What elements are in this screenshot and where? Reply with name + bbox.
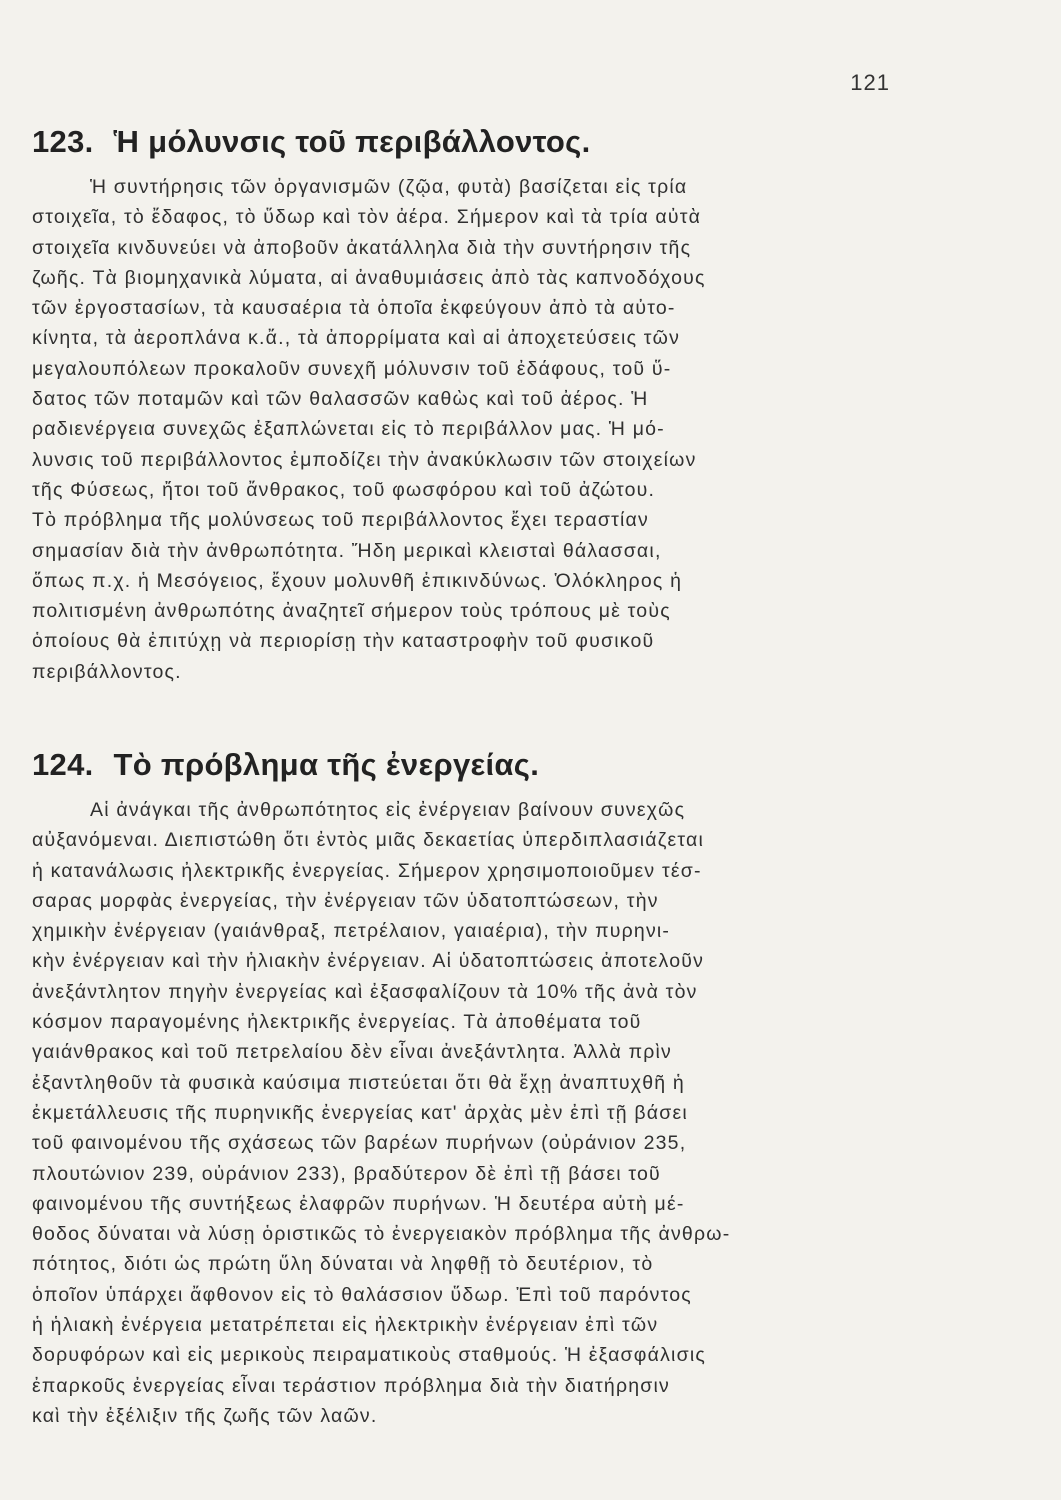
text-line: γαιάνθρακος καὶ τοῦ πετρελαίου δὲν εἶναι ἀνεξάντλητα. Ἀλλὰ πρὶν: [32, 1041, 672, 1064]
text-line: ἐξαντληθοῦν τὰ φυσικὰ καύσιμα πιστεύεται ὅτι θὰ ἔχῃ ἀναπτυχθῆ ἡ: [32, 1071, 685, 1094]
text-line: λυνσις τοῦ περιβάλλοντος ἐμποδίζει τὴν ἀνακύκλωσιν τῶν στοιχείων: [32, 448, 697, 471]
text-line: κόσμον παραγομένης ἠλεκτρικῆς ἐνεργείας. Τὰ ἀποθέματα τοῦ: [32, 1011, 642, 1034]
text-line: χημικὴν ἐνέργειαν (γαιάνθραξ, πετρέλαιον, γαιαέρια), τὴν πυρηνι-: [32, 920, 671, 943]
text-line: Τὸ πρόβλημα τῆς μολύνσεως τοῦ περιβάλλοντος ἔχει τεραστίαν: [32, 509, 649, 532]
text-line: σημασίαν διὰ τὴν ἀνθρωπότητα. Ἤδη μερικαὶ κλεισταὶ θάλασσαι,: [32, 539, 662, 562]
section-number: 123.: [32, 124, 94, 159]
text-line: ραδιενέργεια συνεχῶς ἐξαπλώνεται εἰς τὸ περιβάλλον μας. Ἡ μό-: [32, 418, 665, 441]
text-line: κὴν ἐνέργειαν καὶ τὴν ἡλιακὴν ἐνέργειαν. Αἱ ὑδατοπτώσεις ἀποτελοῦν: [32, 950, 705, 973]
text-line: φαινομένου τῆς συντήξεως ἐλαφρῶν πυρήνων. Ἡ δευτέρα αὐτὴ μέ-: [32, 1192, 685, 1215]
text-line: ἡ κατανάλωσις ἠλεκτρικῆς ἐνεργείας. Σήμερον χρησιμοποιοῦμεν τέσ-: [32, 859, 702, 882]
text-line: πολιτισμένη ἀνθρωπότης ἀναζητεῖ σήμερον τοὺς τρόπους μὲ τοὺς: [32, 600, 671, 623]
text-line: μεγαλουπόλεων προκαλοῦν συνεχῆ μόλυνσιν τοῦ ἐδάφους, τοῦ ὕ-: [32, 357, 672, 380]
page-number: 121: [850, 70, 890, 95]
text-line: Αἱ ἀνάγκαι τῆς ἀνθρωπότητος εἰς ἐνέργειαν βαίνουν συνεχῶς: [90, 799, 686, 821]
text-line: θοδος δύναται νὰ λύσῃ ὁριστικῶς τὸ ἐνεργειακὸν πρόβλημα τῆς ἀνθρω-: [32, 1223, 731, 1246]
text-line: τῆς Φύσεως, ἤτοι τοῦ ἄνθρακος, τοῦ φωσφόρου καὶ τοῦ ἀζώτου.: [32, 478, 656, 501]
section-123: [32, 122, 900, 687]
text-line: τῶν ἐργοστασίων, τὰ καυσαέρια τὰ ὁποῖα ἐκφεύγουν ἀπὸ τὰ αὐτο-: [32, 297, 676, 320]
text-line: πότητος, διότι ὡς πρώτη ὕλη δύναται νὰ ληφθῇ τὸ δευτέριον, τὸ: [32, 1253, 654, 1276]
text-line: δατος τῶν ποταμῶν καὶ τῶν θαλασσῶν καθὼς καὶ τοῦ ἀέρος. Ἡ: [32, 388, 649, 411]
text-line: κίνητα, τὰ ἀεροπλάνα κ.ἄ., τὰ ἀπορρίματα καὶ αἱ ἀποχετεύσεις τῶν: [32, 327, 681, 350]
text-line: ἐκμετάλλευσις τῆς πυρηνικῆς ἐνεργείας κατ' ἀρχὰς μὲν ἐπὶ τῇ βάσει: [32, 1101, 688, 1124]
text-line: ἡ ἡλιακὴ ἐνέργεια μετατρέπεται εἰς ἠλεκτρικὴν ἐνέργειαν ἐπὶ τῶν: [32, 1314, 659, 1337]
text-line: στοιχεῖα, τὸ ἔδαφος, τὸ ὕδωρ καὶ τὸν ἀέρα. Σήμερον καὶ τὰ τρία αὐτὰ: [32, 206, 702, 229]
text-line: ὅπως π.χ. ἡ Μεσόγειος, ἔχουν μολυνθῆ ἐπικινδύνως. Ὁλόκληρος ἡ: [32, 569, 683, 592]
text-line: ὁποῖον ὑπάρχει ἄφθονον εἰς τὸ θαλάσσιον ὕδωρ. Ἐπὶ τοῦ παρόντος: [32, 1283, 692, 1306]
text-line: Ἡ συντήρησις τῶν ὀργανισμῶν (ζῷα, φυτὰ) βασίζεται εἰς τρία: [90, 176, 688, 198]
text-line: σαρας μορφὰς ἐνεργείας, τὴν ἐνέργειαν τῶν ὑδατοπτώσεων, τὴν: [32, 889, 659, 912]
section-body: [32, 172, 900, 687]
text-line: περιβάλλοντος.: [32, 660, 182, 683]
text-line: ἐπαρκοῦς ἐνεργείας εἶναι τεράστιον πρόβλημα διὰ τὴν διατήρησιν: [32, 1374, 670, 1397]
text-line: τοῦ φαινομένου τῆς σχάσεως τῶν βαρέων πυρήνων (οὐράνιον 235,: [32, 1132, 687, 1155]
text-line: δορυφόρων καὶ εἰς μερικοὺς πειραματικοὺς σταθμούς. Ἡ ἐξασφάλισις: [32, 1344, 706, 1367]
text-line: πλουτώνιον 239, οὐράνιον 233), βραδύτερον δὲ ἐπὶ τῇ βάσει τοῦ: [32, 1162, 661, 1185]
section-body: [32, 795, 900, 1431]
section-title: Τὸ πρόβλημα τῆς ἐνεργείας.: [113, 747, 540, 782]
section-title: Ἡ μόλυνσις τοῦ περιβάλλοντος.: [113, 124, 591, 159]
text-line: ζωῆς. Τὰ βιομηχανικὰ λύματα, αἱ ἀναθυμιάσεις ἀπὸ τὰς καπνοδόχους: [32, 266, 706, 289]
section-124: [32, 745, 900, 1431]
text-line: ὁποίους θὰ ἐπιτύχῃ νὰ περιορίσῃ τὴν καταστροφὴν τοῦ φυσικοῦ: [32, 630, 655, 653]
section-heading: [32, 122, 900, 162]
text-line: στοιχεῖα κινδυνεύει νὰ ἀποβοῦν ἀκατάλληλα διὰ τὴν συντήρησιν τῆς: [32, 236, 692, 259]
section-number: 124.: [32, 747, 94, 782]
text-line: καὶ τὴν ἐξέλιξιν τῆς ζωῆς τῶν λαῶν.: [32, 1404, 378, 1427]
text-line: ἀνεξάντλητον πηγὴν ἐνεργείας καὶ ἐξασφαλίζουν τὰ 10% τῆς ἀνὰ τὸν: [32, 980, 698, 1003]
text-line: αὐξανόμεναι. Διεπιστώθη ὅτι ἐντὸς μιᾶς δεκαετίας ὑπερδιπλασιάζεται: [32, 829, 705, 852]
section-heading: [32, 745, 900, 785]
